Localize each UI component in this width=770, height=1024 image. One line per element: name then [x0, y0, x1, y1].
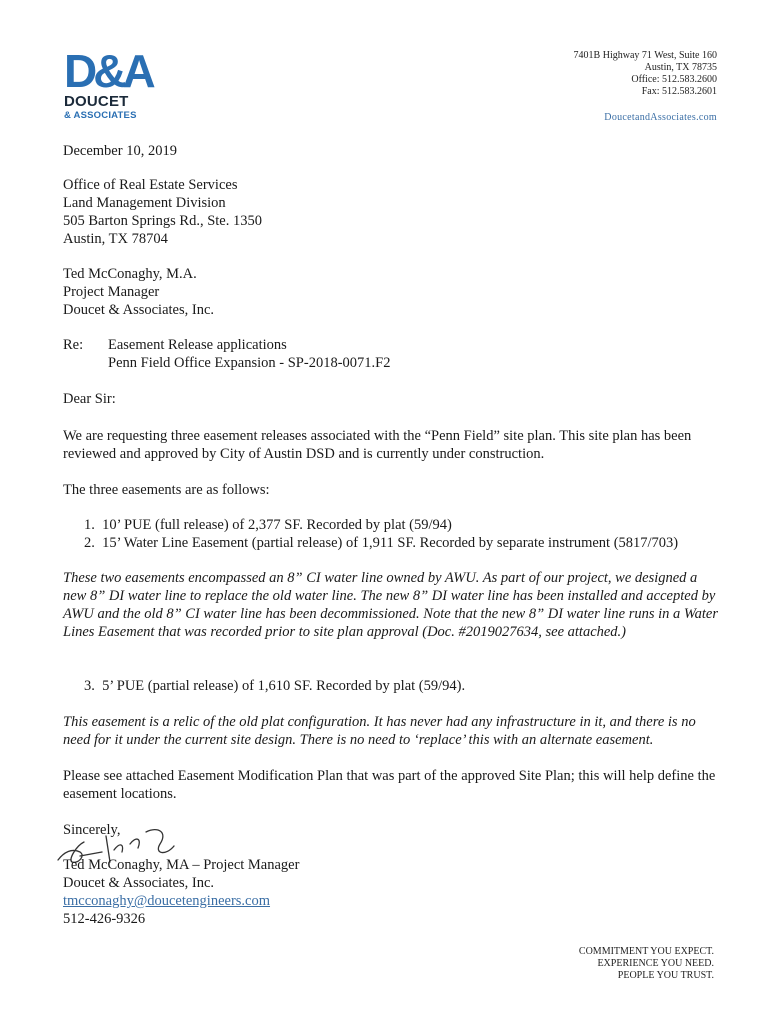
recipient-line: Land Management Division — [63, 195, 226, 211]
italic-note: These two easements encompassed an 8” CI water line owned by AWU. As part of our project, we designed a new 8” DI water line to replace the old water line. The new 8” DI water line has been installed and accepted by AWU and the old 8” CI water line has been decommissioned. Note that the new 8” DI water line runs in a Water Lines Easement that was recorded prior to site plan approval (Doc. #2019027634, see attached.) — [63, 570, 718, 640]
list-item-number: 1. — [84, 517, 95, 533]
sender-line: Ted McConaghy, M.A. — [63, 266, 197, 282]
tagline-line: EXPERIENCE YOU NEED. — [597, 958, 714, 969]
signer-company: Doucet & Associates, Inc. — [63, 875, 215, 891]
list-item-number: 3. — [84, 678, 95, 694]
recipient-line: Office of Real Estate Services — [63, 177, 238, 193]
salutation: Dear Sir: — [63, 391, 116, 407]
sender-line: Project Manager — [63, 284, 160, 300]
brand-subtitle: & ASSOCIATES — [64, 110, 137, 121]
re-subject-line: Easement Release applications — [108, 337, 287, 353]
company-logo — [64, 44, 152, 121]
logo-mark-text: D&A — [64, 45, 152, 97]
sender-line: Doucet & Associates, Inc. — [63, 302, 215, 318]
address-line: Office: 512.583.2600 — [631, 74, 717, 85]
tagline-line: PEOPLE YOU TRUST. — [617, 970, 714, 981]
re-subject-line: Penn Field Office Expansion - SP-2018-0071.F2 — [108, 355, 391, 371]
list-item — [84, 516, 452, 534]
footer-tagline — [579, 946, 714, 982]
list-item-text: 5’ PUE (partial release) of 1,610 SF. Recorded by plat (59/94). — [102, 678, 466, 694]
address-line: Austin, TX 78735 — [644, 62, 717, 73]
signer-email-link[interactable]: tmcconaghy@doucetengineers.com — [63, 893, 271, 909]
list-item — [84, 677, 465, 695]
brand-name: DOUCET — [64, 93, 129, 110]
list-item-number: 2. — [84, 535, 95, 551]
company-address — [574, 50, 717, 98]
letter-date: December 10, 2019 — [63, 143, 177, 159]
address-line: Fax: 512.583.2601 — [641, 86, 717, 97]
signer-name-title: Ted McConaghy, MA – Project Manager — [63, 857, 300, 873]
list-item — [84, 534, 678, 552]
body-paragraph: Please see attached Easement Modification Plan that was part of the approved Site Plan; this will help define the easement locations. — [63, 768, 716, 802]
re-label: Re: — [63, 337, 84, 353]
italic-note: This easement is a relic of the old plat configuration. It has never had any infrastructure in it, and there is no need for it under the current site design. There is no need to ‘replace’ this with an alternate easement. — [63, 714, 696, 748]
recipient-line: 505 Barton Springs Rd., Ste. 1350 — [63, 213, 262, 229]
address-line: 7401B Highway 71 West, Suite 160 — [573, 50, 717, 61]
list-item-text: 10’ PUE (full release) of 2,377 SF. Recorded by plat (59/94) — [102, 517, 452, 533]
recipient-line: Austin, TX 78704 — [63, 231, 168, 247]
body-paragraph: We are requesting three easement releases associated with the “Penn Field” site plan. This site plan has been reviewed and approved by City of Austin DSD and is currently under construction. — [63, 428, 692, 462]
closing-salutation: Sincerely, — [63, 822, 121, 838]
signer-phone: 512-426-9326 — [63, 911, 146, 927]
logo-mark — [64, 44, 152, 97]
company-website[interactable]: DoucetandAssociates.com — [604, 112, 717, 123]
tagline-line: COMMITMENT YOU EXPECT. — [578, 946, 714, 957]
list-item-text: 15’ Water Line Easement (partial release) of 1,911 SF. Recorded by separate instrument (5817/703) — [102, 535, 679, 551]
body-paragraph: The three easements are as follows: — [63, 482, 270, 498]
